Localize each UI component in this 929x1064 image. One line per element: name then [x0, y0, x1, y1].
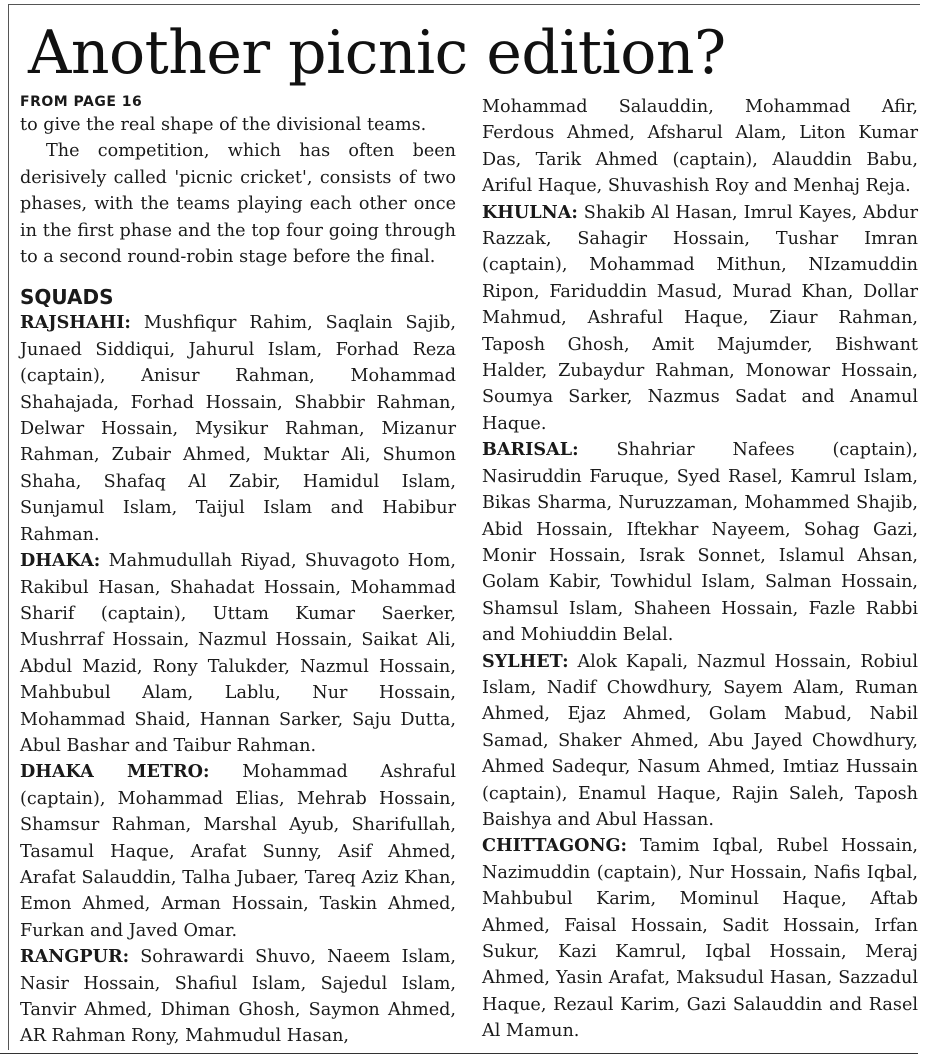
team-label: CHITTAGONG: — [482, 835, 628, 857]
team-label: BARISAL: — [482, 439, 579, 461]
squad-chittagong — [482, 833, 918, 1044]
continuation-kicker: FROM PAGE 16 — [20, 94, 143, 110]
squads-heading: SQUADS — [20, 285, 114, 310]
squad-sylhet — [482, 649, 918, 834]
squad-dhaka-metro — [20, 759, 456, 944]
intro-paragraph: The competition, which has often been derisively called 'picnic cricket', consists of two phases, with the teams playing each other once in the first phase and the top four going through to a second round-robin stage before the final. — [20, 141, 456, 268]
team-players: Alok Kapali, Nazmul Hossain, Robiul Islam, Nadif Chowdhury, Sayem Alam, Ruman Ahmed, Ejaz Ahmed, Golam Mabud, Nabil Samad, Shaker Ahmed, Abu Jayed Chowdhury, Ahmed Sadequr, Nasum Ahmed, Imtiaz Hussain (captain), Enamul Haque, Rajin Saleh, Taposh Baishya and Abul Hassan. — [482, 651, 919, 830]
team-players: Sohrawardi Shuvo, Naeem Islam, Nasir Hossain, Shafiul Islam, Sajedul Islam, Tanvir Ahmed, Dhiman Ghosh, Saymon Ahmed, AR Rahman Rony, Mahmudul Hasan, — [20, 947, 457, 1047]
team-label: RAJSHAHI: — [20, 312, 131, 334]
column-left — [20, 92, 456, 1050]
bottom-rule — [0, 1053, 918, 1054]
squad-khulna — [482, 200, 918, 438]
team-players: Shahriar Nafees (captain), Nasiruddin Faruque, Syed Rasel, Kamrul Islam, Bikas Sharma, Nuruzzaman, Mohammed Shajib, Abid Hossain, Iftekhar Nayeem, Sohag Gazi, Monir Hossain, Israk Sonnet, Islamul Ahsan, Golam Kabir, Towhidul Islam, Salman Hossain, Shamsul Islam, Shaheen Hossain, Fazle Rabbi and Mohiuddin Belal. — [482, 440, 918, 646]
squad-rangpur-continued — [482, 94, 918, 200]
squad-barisal — [482, 437, 918, 648]
headline: Another picnic edition? — [28, 18, 726, 88]
team-players: Mahmudullah Riyad, Shuvagoto Hom, Rakibul Hasan, Shahadat Hossain, Mohammad Sharif (captain), Uttam Kumar Saerker, Mushrraf Hossain, Nazmul Hossain, Saikat Ali, Abdul Mazid, Rony Talukder, Nazmul Hossain, Mahbubul Alam, Lablu, Nur Hossain, Mohammad Shaid, Hannan Sarker, Saju Dutta, Abul Bashar and Taibur Rahman. — [20, 551, 456, 756]
team-label: RANGPUR: — [20, 946, 130, 968]
team-label: SYLHET: — [482, 650, 569, 672]
squad-dhaka — [20, 548, 456, 759]
intro-paragraph: to give the real shape of the divisional teams. — [20, 115, 427, 135]
squad-rangpur — [20, 944, 456, 1050]
team-label: DHAKA METRO: — [20, 761, 210, 783]
team-players: Mohammad Ashraful (captain), Mohammad Elias, Mehrab Hossain, Shamsur Rahman, Marshal Ayub, Sharifullah, Tasamul Haque, Arafat Sunny, Asif Ahmed, Arafat Salauddin, Talha Jubaer, Tareq Aziz Khan, Emon Ahmed, Arman Hossain, Taskin Ahmed, Furkan and Javed Omar. — [20, 762, 456, 941]
team-players: Tamim Iqbal, Rubel Hossain, Nazimuddin (captain), Nur Hossain, Nafis Iqbal, Mahbubul Karim, Mominul Haque, Aftab Ahmed, Faisal Hossain, Sadit Hossain, Irfan Sukur, Kazi Kamrul, Iqbal Hossain, Meraj Ahmed, Yasin Arafat, Maksudul Hasan, Sazzadul Haque, Rezaul Karim, Gazi Salauddin and Rasel Al Mamun. — [482, 836, 918, 1042]
team-label: KHULNA: — [482, 201, 578, 223]
column-right — [482, 94, 918, 1045]
team-label: DHAKA: — [20, 550, 101, 572]
team-players: Shakib Al Hasan, Imrul Kayes, Abdur Razzak, Sahagir Hossain, Tushar Imran (captain), Mohammad Mithun, NIzamuddin Ripon, Fariduddin Masud, Murad Khan, Dollar Mahmud, Ashraful Haque, Ziaur Rahman, Taposh Ghosh, Amit Majumder, Bishwant Halder, Zubaydur Rahman, Monowar Hossain, Soumya Sarker, Nazmus Sadat and Anamul Haque. — [482, 202, 918, 434]
team-players: Mushfiqur Rahim, Saqlain Sajib, Junaed Siddiqui, Jahurul Islam, Forhad Reza (captain), Anisur Rahman, Mohammad Shahajada, Forhad Hossain, Shabbir Rahman, Delwar Hossain, Mysikur Rahman, Mizanur Rahman, Zubair Ahmed, Muktar Ali, Shumon Shaha, Shafaq Al Zabir, Hamidul Islam, Sunjamul Islam, Taijul Islam and Habibur Rahman. — [20, 313, 456, 545]
team-players: Mohammad Salauddin, Mohammad Afir, Ferdous Ahmed, Afsharul Alam, Liton Kumar Das, Tarik Ahmed (captain), Alauddin Babu, Ariful Haque, Shuvashish Roy and Menhaj Reja. — [482, 97, 918, 197]
squad-rajshahi — [20, 310, 456, 548]
